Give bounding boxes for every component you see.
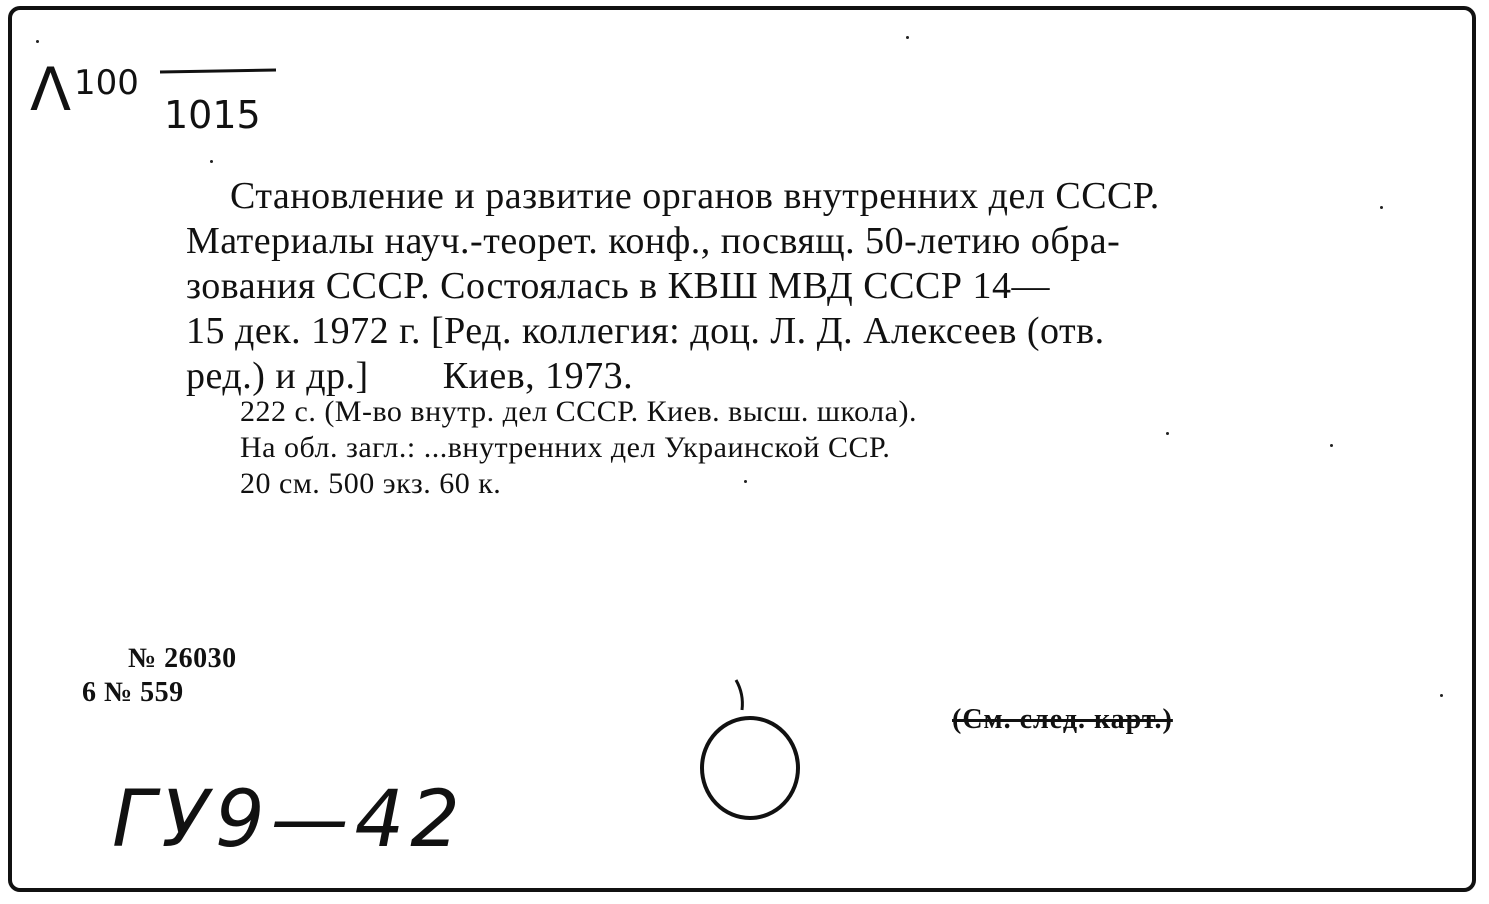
notes-block: [240, 394, 917, 502]
card-hole-drawing: [700, 676, 810, 826]
card-hole: [700, 676, 810, 826]
shelfmark: [30, 52, 290, 142]
shelfmark-handwriting: [30, 52, 290, 142]
entry-line-4: 15 дек. 1972 г. [Ред. коллегия: доц. Л. Д. Алексеев (отв.: [186, 310, 1105, 352]
bibliographic-entry: [186, 174, 1326, 399]
handwritten-code-drawing: [112, 770, 492, 870]
scan-speck: [906, 36, 909, 39]
scan-speck: [1380, 206, 1383, 209]
entry-line-5: [186, 354, 1326, 399]
scan-speck: [210, 160, 213, 163]
scan-speck: [1330, 444, 1333, 447]
note-pages: 222 с. (М-во внутр. дел СССР. Киев. высш. школа).: [240, 395, 917, 428]
handwritten-code: [112, 770, 492, 870]
shelfmark-number: 100: [74, 63, 139, 103]
shelfmark-denominator: 1015: [164, 93, 261, 137]
scan-speck: [1166, 432, 1169, 435]
note-cover-title: На обл. загл.: ...внутренних дел Украинской ССР.: [240, 431, 891, 464]
shelfmark-fraction-line: [160, 70, 276, 72]
see-next-card-note: [952, 704, 1173, 736]
entry-line-title: Становление и развитие органов внутренних дел СССР.: [230, 175, 1160, 217]
scan-speck: [36, 40, 39, 43]
accession-number-2: 6 № 559: [82, 677, 184, 708]
note-size-price: 20 см. 500 экз. 60 к.: [240, 467, 502, 500]
accession-number-1: № 26030: [128, 643, 237, 674]
entry-imprint: Киев, 1973.: [442, 355, 634, 397]
scan-speck: [1440, 694, 1443, 697]
shelfmark-letter: Λ: [30, 55, 72, 125]
entry-line-3: зования СССР. Состоялась в КВШ МВД СССР 14—: [186, 265, 1050, 307]
entry-editors-close: ред.) и др.]: [186, 355, 369, 397]
handwritten-code-text: ГУ9—42: [112, 775, 466, 865]
accession-numbers: [82, 642, 237, 710]
see-next-text: (См. след. карт.): [952, 704, 1173, 735]
scan-speck: [744, 480, 747, 483]
entry-line-2: Материалы науч.-теорет. конф., посвящ. 50-летию обра-: [186, 220, 1121, 262]
